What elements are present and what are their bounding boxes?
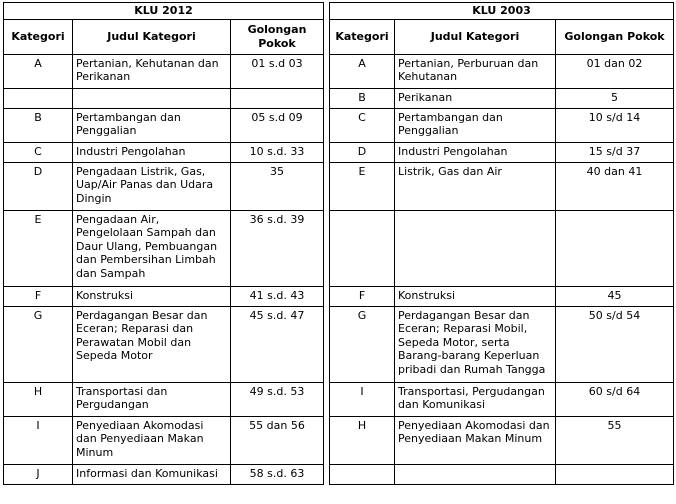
kategori-2003-cell bbox=[330, 464, 395, 484]
judul-2003-cell bbox=[395, 210, 556, 286]
judul-2003-cell: Pertanian, Perburuan dan Kehutanan bbox=[395, 54, 556, 88]
header-golongan-2012: Golongan Pokok bbox=[231, 19, 324, 54]
table-row bbox=[4, 416, 674, 464]
header-judul-2012: Judul Kategori bbox=[73, 19, 231, 54]
kategori-2003-cell bbox=[330, 210, 395, 286]
judul-2003-cell: Transportasi, Pergudangan dan Komunikasi bbox=[395, 382, 556, 416]
judul-2012-cell: Pengadaan Air, Pengelolaan Sampah dan Daur Ulang, Pembuangan dan Pembersihan Limbah dan Sampah bbox=[73, 210, 231, 286]
table-row bbox=[4, 382, 674, 416]
golongan-2003-cell: 45 bbox=[556, 286, 674, 306]
kategori-2003-cell: I bbox=[330, 382, 395, 416]
table-row bbox=[4, 142, 674, 162]
table-row bbox=[4, 210, 674, 286]
judul-2012-cell: Industri Pengolahan bbox=[73, 142, 231, 162]
judul-2012-cell: Konstruksi bbox=[73, 286, 231, 306]
golongan-2012-cell: 55 dan 56 bbox=[231, 416, 324, 464]
kategori-2012-cell: G bbox=[4, 306, 73, 382]
golongan-2012-cell: 49 s.d. 53 bbox=[231, 382, 324, 416]
klu-2012-header: KLU 2012 bbox=[4, 3, 324, 20]
judul-2012-cell: Pengadaan Listrik, Gas, Uap/Air Panas dan Udara Dingin bbox=[73, 162, 231, 210]
golongan-2003-cell: 60 s/d 64 bbox=[556, 382, 674, 416]
kategori-2012-cell: E bbox=[4, 210, 73, 286]
golongan-2012-cell: 36 s.d. 39 bbox=[231, 210, 324, 286]
judul-2012-cell bbox=[73, 88, 231, 108]
judul-2012-cell: Informasi dan Komunikasi bbox=[73, 464, 231, 484]
table-row bbox=[4, 306, 674, 382]
table-row bbox=[4, 88, 674, 108]
judul-2012-cell: Perdagangan Besar dan Eceran; Reparasi dan Perawatan Mobil dan Sepeda Motor bbox=[73, 306, 231, 382]
kategori-2012-cell: I bbox=[4, 416, 73, 464]
table-row bbox=[4, 108, 674, 142]
golongan-2003-cell: 15 s/d 37 bbox=[556, 142, 674, 162]
judul-2012-cell: Transportasi dan Pergudangan bbox=[73, 382, 231, 416]
kategori-2012-cell bbox=[4, 88, 73, 108]
kategori-2012-cell: F bbox=[4, 286, 73, 306]
judul-2003-cell: Penyediaan Akomodasi dan Penyediaan Makan Minum bbox=[395, 416, 556, 464]
header-kategori-2012: Kategori bbox=[4, 19, 73, 54]
kategori-2012-cell: D bbox=[4, 162, 73, 210]
judul-2003-cell: Konstruksi bbox=[395, 286, 556, 306]
golongan-2003-cell: 55 bbox=[556, 416, 674, 464]
kategori-2003-cell: D bbox=[330, 142, 395, 162]
golongan-2003-cell: 40 dan 41 bbox=[556, 162, 674, 210]
judul-2003-cell: Perdagangan Besar dan Eceran; Reparasi Mobil, Sepeda Motor, serta Barang-barang Keperluan pribadi dan Rumah Tangga bbox=[395, 306, 556, 382]
header-judul-2003: Judul Kategori bbox=[395, 19, 556, 54]
golongan-2003-cell bbox=[556, 464, 674, 484]
kategori-2012-cell: B bbox=[4, 108, 73, 142]
kategori-2012-cell: H bbox=[4, 382, 73, 416]
golongan-2003-cell: 50 s/d 54 bbox=[556, 306, 674, 382]
golongan-2003-cell: 5 bbox=[556, 88, 674, 108]
golongan-2012-cell: 35 bbox=[231, 162, 324, 210]
judul-2012-cell: Pertanian, Kehutanan dan Perikanan bbox=[73, 54, 231, 88]
golongan-2012-cell: 58 s.d. 63 bbox=[231, 464, 324, 484]
table-row bbox=[4, 286, 674, 306]
judul-2003-cell: Perikanan bbox=[395, 88, 556, 108]
group-header-row bbox=[4, 3, 674, 20]
golongan-2012-cell: 45 s.d. 47 bbox=[231, 306, 324, 382]
klu-2003-header: KLU 2003 bbox=[330, 3, 674, 20]
golongan-2003-cell: 10 s/d 14 bbox=[556, 108, 674, 142]
golongan-2012-cell: 01 s.d 03 bbox=[231, 54, 324, 88]
kategori-2003-cell: A bbox=[330, 54, 395, 88]
judul-2003-cell: Industri Pengolahan bbox=[395, 142, 556, 162]
kategori-2003-cell: F bbox=[330, 286, 395, 306]
judul-2003-cell: Pertambangan dan Penggalian bbox=[395, 108, 556, 142]
table-row bbox=[4, 162, 674, 210]
klu-comparison-table bbox=[3, 2, 674, 485]
judul-2012-cell: Penyediaan Akomodasi dan Penyediaan Makan Minum bbox=[73, 416, 231, 464]
golongan-2003-cell bbox=[556, 210, 674, 286]
judul-2003-cell bbox=[395, 464, 556, 484]
kategori-2003-cell: B bbox=[330, 88, 395, 108]
kategori-2003-cell: E bbox=[330, 162, 395, 210]
golongan-2012-cell: 05 s.d 09 bbox=[231, 108, 324, 142]
document-page bbox=[3, 2, 674, 485]
kategori-2003-cell: G bbox=[330, 306, 395, 382]
kategori-2003-cell: H bbox=[330, 416, 395, 464]
judul-2003-cell: Listrik, Gas dan Air bbox=[395, 162, 556, 210]
kategori-2012-cell: C bbox=[4, 142, 73, 162]
golongan-2012-cell: 10 s.d. 33 bbox=[231, 142, 324, 162]
column-header-row bbox=[4, 19, 674, 54]
kategori-2003-cell: C bbox=[330, 108, 395, 142]
table-row bbox=[4, 464, 674, 484]
header-golongan-2003: Golongan Pokok bbox=[556, 19, 674, 54]
golongan-2012-cell bbox=[231, 88, 324, 108]
table-row bbox=[4, 54, 674, 88]
kategori-2012-cell: A bbox=[4, 54, 73, 88]
judul-2012-cell: Pertambangan dan Penggalian bbox=[73, 108, 231, 142]
golongan-2012-cell: 41 s.d. 43 bbox=[231, 286, 324, 306]
header-kategori-2003: Kategori bbox=[330, 19, 395, 54]
golongan-2003-cell: 01 dan 02 bbox=[556, 54, 674, 88]
kategori-2012-cell: J bbox=[4, 464, 73, 484]
